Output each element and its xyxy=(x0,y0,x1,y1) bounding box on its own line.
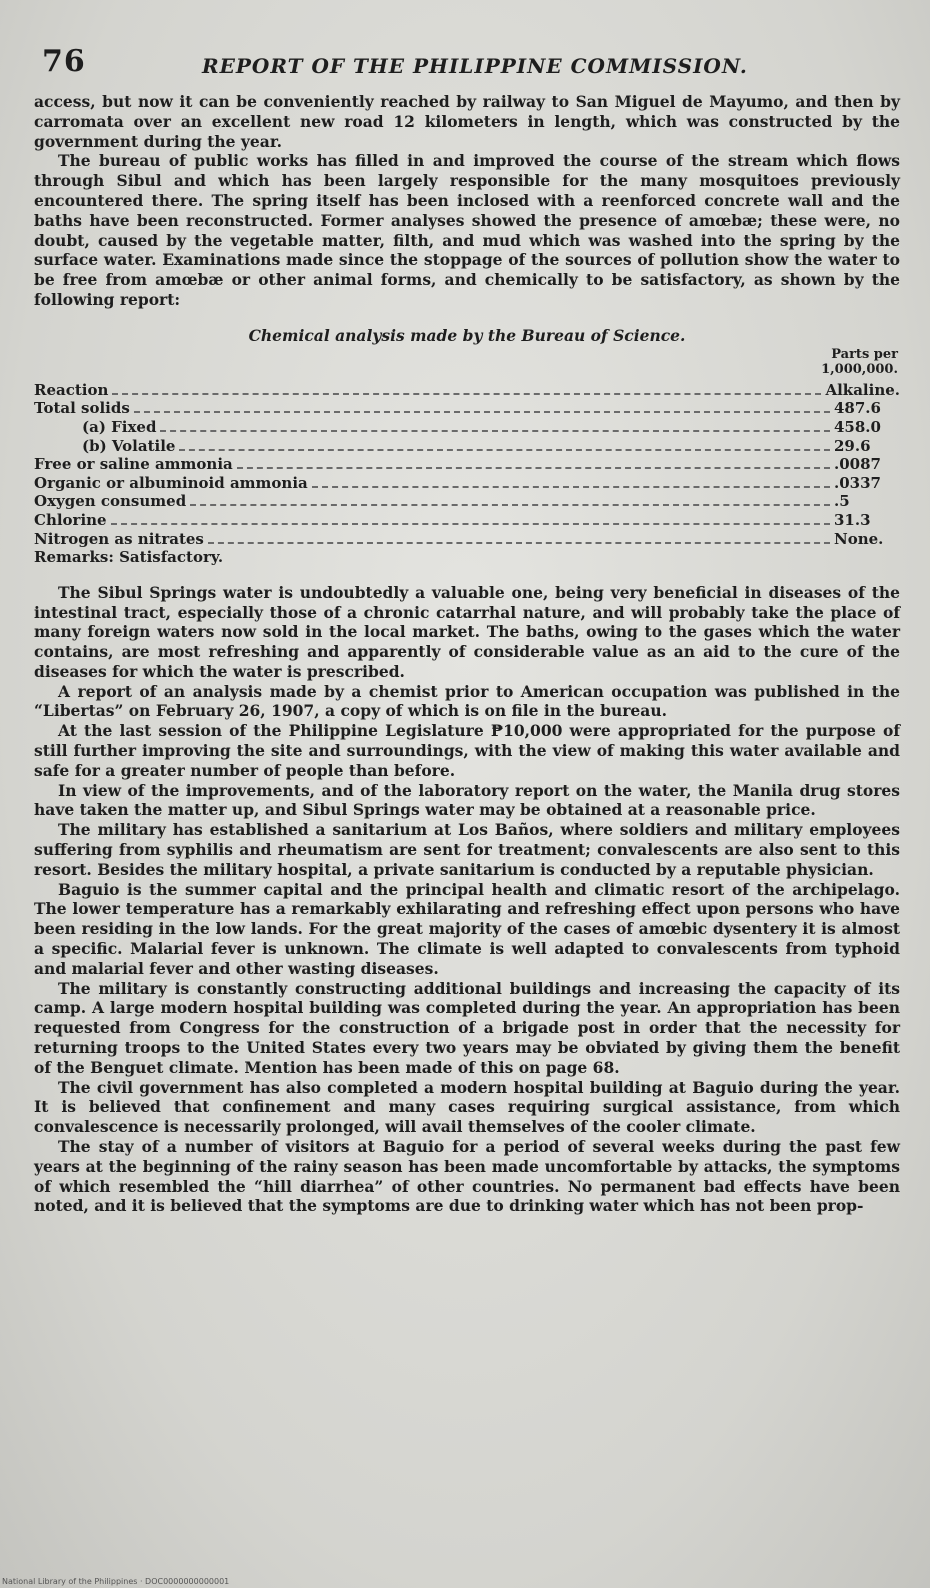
paragraph: The Sibul Springs water is undoubtedly a valuable one, being very beneficial in diseases of the intestinal tract, especially those of a chronic catarrhal nature, and will probably take the place of many foreign waters now sold in the local market. The baths, owing to the gases which the water contains, are most refreshing and apparently of considerable value as an aid to the cure of the diseases for which the water is prescribed. xyxy=(34,582,900,681)
dot-leader xyxy=(112,392,821,395)
row-value: .0337 xyxy=(834,473,881,492)
paragraph: In view of the improvements, and of the laboratory report on the water, the Manila drug stores have taken the matter up, and Sibul Springs water may be obtained at a reasonable price. xyxy=(34,780,900,820)
table-caption: Chemical analysis made by the Bureau of Science. xyxy=(248,325,686,345)
paragraph: Baguio is the summer capital and the principal health and climatic resort of the archipelago. The lower temperature has a remarkably exhilarating and refreshing effect upon persons who have been residing in the low lands. For the great majority of the cases of amœbic dysentery it is almost a specific. Malarial fever is unknown. The climate is well adapted to convalescents from typhoid and malarial fever and other wasting diseases. xyxy=(34,879,900,978)
table-row xyxy=(34,492,900,511)
paragraph: access, but now it can be conveniently reached by railway to San Miguel de Mayumo, and then by carromata over an excellent new road 12 kilometers in length, which was constructed by the government during the year. xyxy=(34,92,900,151)
paragraph: The stay of a number of visitors at Baguio for a period of several weeks during the past few years at the beginning of the rainy season has been made uncomfortable by attacks, the symptoms of which resembled the “hill diarrhea” of other countries. No permanent bad effects have been noted, and it is believed that the symptoms are due to drinking water which has not been prop- xyxy=(34,1137,900,1216)
row-label: Free or saline ammonia xyxy=(34,455,233,474)
page-number: 76 xyxy=(42,44,86,79)
row-value: .5 xyxy=(834,492,850,511)
table-row xyxy=(34,437,900,456)
table-remarks xyxy=(34,548,900,567)
row-label: Oxygen consumed xyxy=(34,492,187,511)
dot-leader xyxy=(312,485,830,488)
paragraph: The military is constantly constructing additional buildings and increasing the capacity of its camp. A large modern hospital building was completed during the year. An appropriation has been requested from Congress for the construction of a brigade post in order that the necessity for returning troops to the United States every two years may be obviated by giving them the benefit of the Benguet climate. Mention has been made of this on page 68. xyxy=(34,978,900,1077)
row-label: (a) Fixed xyxy=(82,417,157,436)
dot-leader xyxy=(208,541,830,544)
dot-leader xyxy=(134,410,830,413)
remarks-text: Remarks: Satisfactory. xyxy=(34,548,224,567)
dot-leader xyxy=(111,522,830,525)
row-label: Reaction xyxy=(34,380,109,399)
table-row xyxy=(34,455,900,474)
table-row xyxy=(34,530,900,549)
paragraph: A report of an analysis made by a chemist prior to American occupation was published in the “Libertas” on February 26, 1907, a copy of which is on file in the bureau. xyxy=(34,681,900,721)
dot-leader xyxy=(179,448,830,451)
row-label: Total solids xyxy=(34,399,130,418)
row-value: None. xyxy=(834,529,884,548)
table-row xyxy=(34,399,900,418)
row-label: Organic or albuminoid ammonia xyxy=(34,473,308,492)
table-row xyxy=(34,474,900,493)
table-row xyxy=(34,418,900,437)
row-label: (b) Volatile xyxy=(82,436,176,455)
paragraph: The military has established a sanitarium at Los Baños, where soldiers and military employees suffering from syphilis and rheumatism are sent for treatment; convalescents are also sent to this resort. Besides the military hospital, a private sanitarium is conducted by a reputable physician. xyxy=(34,820,900,879)
page-header xyxy=(34,44,900,92)
paragraph: The bureau of public works has filled in and improved the course of the stream which flows through Sibul and which has been largely responsible for the many mosquitoes previously encountered there. The spring itself has been inclosed with a reenforced concrete wall and the baths have been reconstructed. Former analyses showed the presence of amœbæ; these were, no doubt, caused by the vegetable matter, filth, and mud which was washed into the spring by the surface water. Examinations made since the stoppage of the sources of pollution show the water to be free from amœbæ or other animal forms, and chemically to be satisfactory, as shown by the following report: xyxy=(34,151,900,309)
table-units xyxy=(34,347,900,377)
table-row xyxy=(34,381,900,400)
row-label: Chlorine xyxy=(34,510,107,529)
dot-leader xyxy=(190,503,830,506)
row-value: .0087 xyxy=(834,455,881,474)
row-value: 31.3 xyxy=(834,510,871,529)
row-value: 458.0 xyxy=(834,417,881,436)
units-line: 1,000,000. xyxy=(821,361,898,377)
paragraph: At the last session of the Philippine Legislature ₱10,000 were appropriated for the purpose of still further improving the site and surroundings, with the view of making this water available and safe for a greater number of people than before. xyxy=(34,721,900,780)
row-label: Nitrogen as nitrates xyxy=(34,529,204,548)
units-line: Parts per xyxy=(831,346,898,362)
row-value: Alkaline. xyxy=(825,380,900,399)
dot-leader xyxy=(237,466,830,469)
row-value: 29.6 xyxy=(834,436,871,455)
dot-leader xyxy=(160,429,830,432)
row-value: 487.6 xyxy=(834,399,881,418)
running-head: REPORT OF THE PHILIPPINE COMMISSION. xyxy=(202,54,748,78)
scan-footer-note: National Library of the Philippines · DOC0000000000001 xyxy=(2,1577,230,1586)
paragraph: The civil government has also completed a modern hospital building at Baguio during the year. It is believed that confinement and many cases requiring surgical assistance, from which convalescence is necessarily prolonged, will avail themselves of the cooler climate. xyxy=(34,1077,900,1137)
table-row xyxy=(34,511,900,530)
analysis-table xyxy=(34,381,900,567)
